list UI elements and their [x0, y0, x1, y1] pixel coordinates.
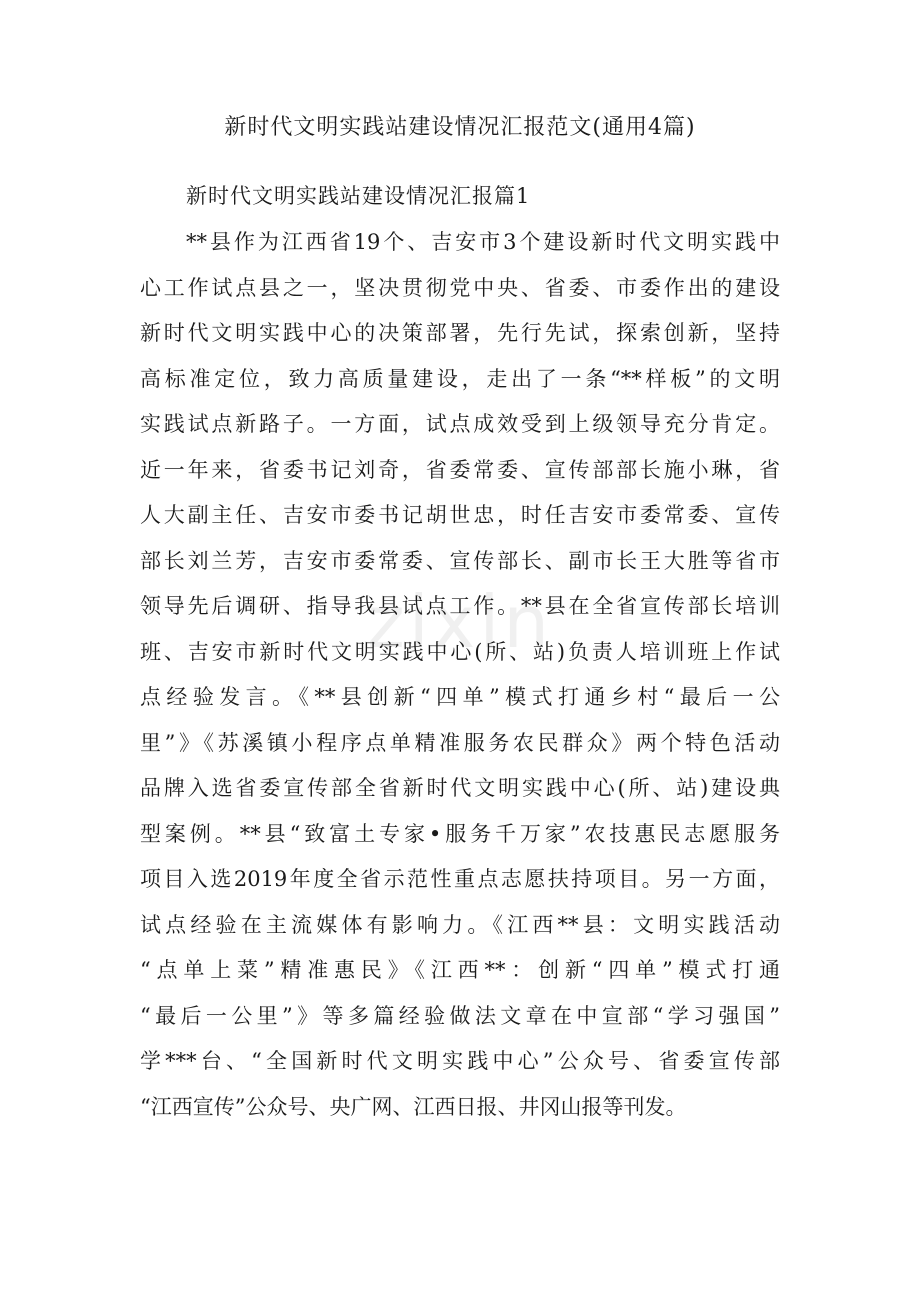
document-title: 新时代文明实践站建设情况汇报范文(通用4篇)	[224, 115, 696, 140]
paragraph-line: 里”》《苏溪镇小程序点单精准服务农民群众》两个特色活动	[140, 730, 780, 755]
paragraph-line: 班、吉安市新时代文明实践中心(所、站)负责人培训班上作试	[140, 639, 780, 664]
paragraph-line: 近一年来，省委书记刘奇，省委常委、宣传部部长施小琳，省	[140, 457, 780, 482]
paragraph-line: 部长刘兰芳，吉安市委常委、宣传部长、副市长王大胜等省市	[140, 548, 780, 573]
paragraph-line: “最后一公里”》等多篇经验做法文章在中宣部“学习强国”	[140, 1003, 780, 1028]
paragraph-line: 学***台、“全国新时代文明实践中心”公众号、省委宣传部	[140, 1049, 780, 1073]
paragraph-line: 品牌入选省委宣传部全省新时代文明实践中心(所、站)建设典	[140, 776, 780, 800]
paragraph-line: 领导先后调研、指导我县试点工作。**县在全省宣传部长培训	[140, 594, 780, 618]
paragraph-line: **县作为江西省19个、吉安市3个建设新时代文明实践中	[186, 230, 780, 254]
paragraph-line: 试点经验在主流媒体有影响力。《江西**县：文明实践活动	[140, 912, 780, 937]
section-heading: 新时代文明实践站建设情况汇报篇1	[186, 184, 531, 208]
paragraph-line: “江西宣传”公众号、央广网、江西日报、井冈山报等刊发。	[140, 1094, 687, 1119]
paragraph-line: 实践试点新路子。一方面，试点成效受到上级领导充分肯定。	[140, 412, 780, 436]
paragraph-line: 心工作试点县之一，坚决贯彻党中央、省委、市委作出的建设	[140, 275, 780, 300]
paragraph-line: 型案例。**县“致富土专家•服务千万家”农技惠民志愿服务	[140, 821, 780, 846]
paragraph-line: 点经验发言。《**县创新“四单”模式打通乡村“最后一公	[140, 685, 780, 709]
paragraph-line: 人大副主任、吉安市委书记胡世忠，时任吉安市委常委、宣传	[140, 503, 780, 527]
body-paragraph	[140, 220, 780, 1130]
watermark: zixin	[366, 580, 554, 664]
paragraph-line: 项目入选2019年度全省示范性重点志愿扶持项目。另一方面，	[140, 867, 780, 891]
paragraph-line: 新时代文明实践中心的决策部署，先行先试，探索创新，坚持	[140, 321, 780, 345]
paragraph-line: 高标准定位，致力高质量建设，走出了一条“**样板”的文明	[140, 366, 780, 391]
paragraph-line: “点单上菜”精准惠民》《江西**：创新“四单”模式打通	[140, 958, 780, 982]
